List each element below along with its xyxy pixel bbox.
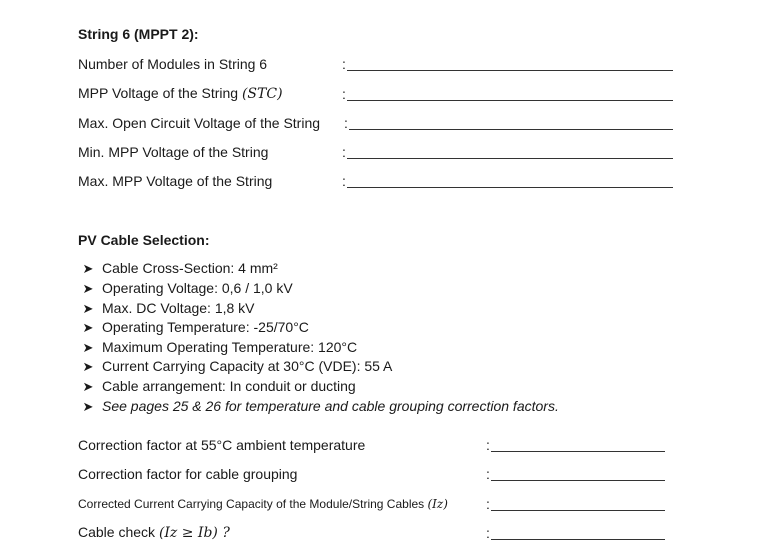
stc-math: (STC) [241, 86, 283, 102]
arrow-bullet-icon: ➤ [82, 399, 94, 414]
arrow-bullet-icon: ➤ [82, 359, 94, 374]
modules-count-colon: : [342, 56, 346, 72]
modules-count-field[interactable] [347, 70, 673, 71]
arrow-bullet-icon: ➤ [82, 281, 94, 296]
max-mpp-voltage-field[interactable] [347, 187, 673, 188]
min-mpp-voltage-field[interactable] [347, 158, 673, 159]
correction-factor-grouping-field[interactable] [491, 480, 665, 481]
string-6-heading: String 6 (MPPT 2): [78, 26, 199, 42]
cable-check-colon: : [486, 525, 490, 541]
correction-factor-temperature-field[interactable] [491, 451, 665, 452]
arrow-bullet-icon: ➤ [82, 320, 94, 335]
min-mpp-voltage-label: Min. MPP Voltage of the String [78, 144, 269, 160]
cable-check-label [78, 524, 230, 541]
bullet-cable-arrangement: Cable arrangement: In conduit or ducting [102, 378, 356, 394]
correction-factor-grouping-label: Correction factor for cable grouping [78, 466, 298, 482]
cable-check-text: Cable check [78, 524, 156, 540]
max-mpp-voltage-colon: : [342, 173, 346, 189]
max-open-circuit-voltage-colon: : [344, 115, 348, 131]
bullet-operating-temperature: Operating Temperature: -25/70°C [102, 319, 309, 335]
max-mpp-voltage-label: Max. MPP Voltage of the String [78, 173, 273, 189]
bullet-current-carrying-capacity: Current Carrying Capacity at 30°C (VDE): 55 A [102, 358, 393, 374]
cable-check-field[interactable] [491, 539, 665, 540]
bullet-cable-cross-section: Cable Cross-Section: 4 mm² [102, 260, 278, 276]
min-mpp-voltage-colon: : [342, 144, 346, 160]
arrow-bullet-icon: ➤ [82, 340, 94, 355]
corrected-capacity-colon: : [486, 496, 490, 512]
corrected-capacity-field[interactable] [491, 510, 665, 511]
arrow-bullet-icon: ➤ [82, 261, 94, 276]
mpp-voltage-stc-text: MPP Voltage of the String [78, 85, 239, 101]
mpp-voltage-stc-colon: : [342, 86, 346, 102]
correction-factor-grouping-colon: : [486, 466, 490, 482]
iz-ib-math: (Iz ≥ Ib) ? [158, 525, 230, 541]
bullet-operating-voltage: Operating Voltage: 0,6 / 1,0 kV [102, 280, 293, 296]
iz-math: (Iz) [427, 497, 448, 511]
arrow-bullet-icon: ➤ [82, 379, 94, 394]
correction-factor-temperature-label: Correction factor at 55°C ambient temperature [78, 437, 366, 453]
correction-factor-temperature-colon: : [486, 437, 490, 453]
mpp-voltage-stc-label [78, 85, 283, 102]
corrected-capacity-label [78, 497, 448, 511]
bullet-see-pages-note: See pages 25 & 26 for temperature and cable grouping correction factors. [102, 398, 559, 414]
pv-cable-selection-heading: PV Cable Selection: [78, 232, 210, 248]
max-open-circuit-voltage-label: Max. Open Circuit Voltage of the String [78, 115, 321, 131]
max-open-circuit-voltage-field[interactable] [349, 129, 673, 130]
mpp-voltage-stc-field[interactable] [347, 100, 673, 101]
bullet-maximum-operating-temperature: Maximum Operating Temperature: 120°C [102, 339, 358, 355]
modules-count-label: Number of Modules in String 6 [78, 56, 268, 72]
bullet-max-dc-voltage: Max. DC Voltage: 1,8 kV [102, 300, 255, 316]
arrow-bullet-icon: ➤ [82, 301, 94, 316]
corrected-capacity-text: Corrected Current Carrying Capacity of the Module/String Cables [78, 497, 425, 511]
